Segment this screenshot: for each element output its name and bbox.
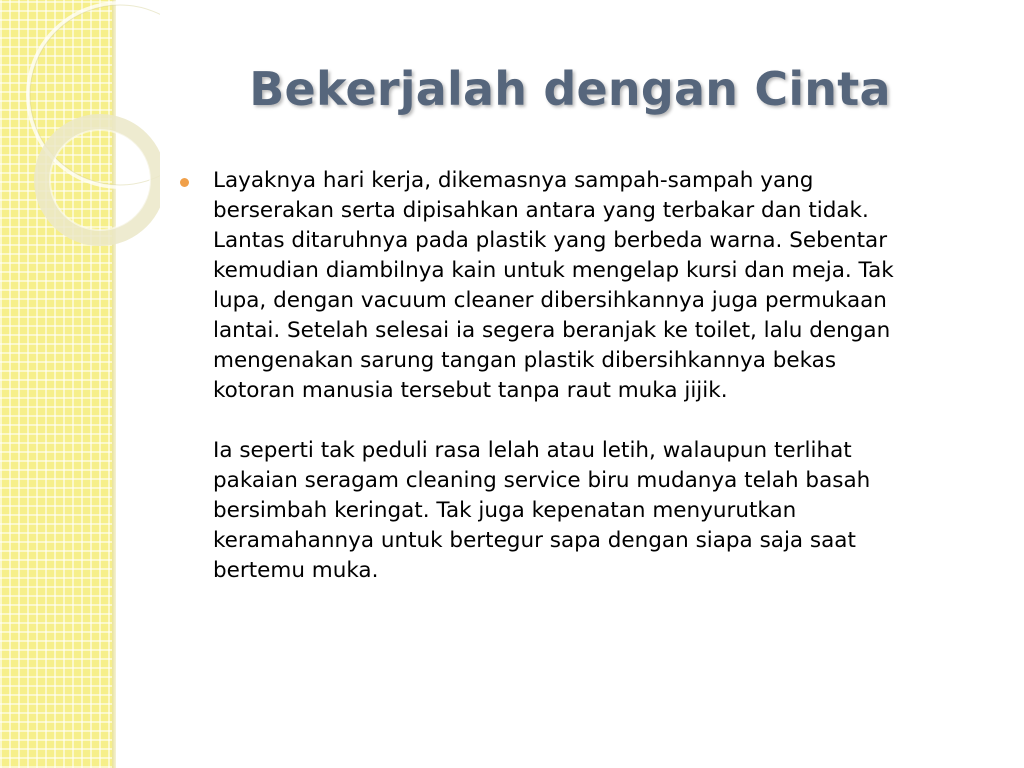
bullet-paragraph-2: Ia seperti tak peduli rasa lelah atau letih, walaupun terlihat pakaian seragam cleaning service biru mudanya telah basah bersimbah keringat. Tak juga kepenatan menyurutkan keramahannya untuk bertegur sapa dengan siapa saja saat bertemu muka. — [213, 438, 871, 583]
bullet-dot-icon — [180, 178, 189, 187]
bullet-item — [213, 166, 980, 586]
bullet-list — [180, 166, 980, 586]
bullet-paragraph-1: Layaknya hari kerja, dikemasnya sampah-sampah yang berserakan serta dipisahkan antara yang terbakar dan tidak. Lantas ditaruhnya pada plastik yang berbeda warna. Sebentar kemudian diambilnya kain untuk mengelap kursi dan meja. Tak lupa, dengan vacuum cleaner dibersihkannya juga permukaan lantai. Setelah selesai ia segera beranjak ke toilet, lalu dengan mengenakan sarung tangan plastik dibersihkannya bekas kotoran manusia tersebut tanpa raut muka jijik. — [213, 168, 894, 403]
decorative-rings-icon — [0, 0, 160, 280]
slide-title: Bekerjalah dengan Cinta — [249, 62, 891, 116]
